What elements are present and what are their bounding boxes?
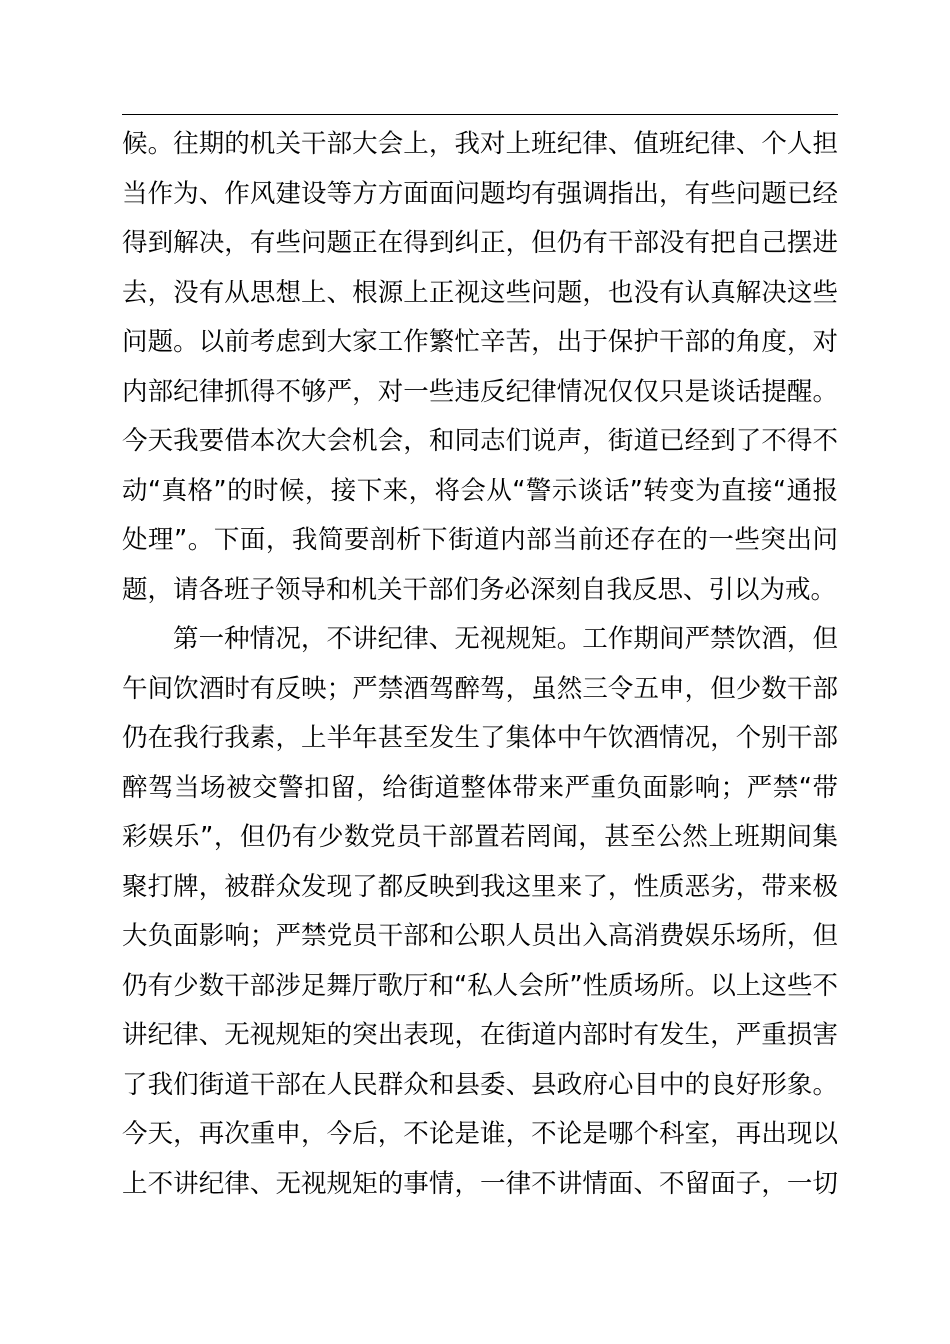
- text-line: 仍在我行我素，上半年甚至发生了集体中午饮酒情况，个别干部: [122, 723, 838, 753]
- header-rule: [122, 114, 838, 115]
- text-line: 内部纪律抓得不够严，对一些违反纪律情况仅仅只是谈话提醒。: [122, 376, 838, 407]
- text-line: 题，请各班子领导和机关干部们务必深刻自我反思、引以为戒。: [122, 574, 837, 605]
- text-line: 上不讲纪律、无视规矩的事情，一律不讲情面、不留面子，一切: [122, 1168, 838, 1199]
- text-line: 得到解决，有些问题正在得到纠正，但仍有干部没有把自己摆进: [122, 228, 838, 258]
- text-line: 动“真格”的时候，接下来，将会从“警示谈话”转变为直接“通报: [122, 475, 838, 506]
- text-line: 仍有少数干部涉足舞厅歌厅和“私人会所”性质场所。以上这些不: [122, 970, 838, 1001]
- text-line: 当作为、作风建设等方方面面问题均有强调指出，有些问题已经: [122, 178, 838, 209]
- text-line: 今天我要借本次大会机会，和同志们说声，街道已经到了不得不: [122, 426, 838, 456]
- text-line: 了我们街道干部在人民群众和县委、县政府心目中的良好形象。: [122, 1069, 838, 1100]
- paragraph-first-line: 第一种情况，不讲纪律、无视规矩。工作期间严禁饮酒，但: [173, 624, 838, 654]
- text-line: 候。往期的机关干部大会上，我对上班纪律、值班纪律、个人担: [122, 129, 838, 159]
- text-line: 今天，再次重申，今后，不论是谁，不论是哪个科室，再出现以: [122, 1119, 838, 1149]
- text-line: 问题。以前考虑到大家工作繁忙辛苦，出于保护干部的角度，对: [122, 327, 838, 357]
- body-text: [122, 120, 838, 1209]
- text-line: 大负面影响；严禁党员干部和公职人员出入高消费娱乐场所，但: [122, 921, 838, 951]
- text-line: 去，没有从思想上、根源上正视这些问题，也没有认真解决这些: [122, 277, 838, 308]
- text-line: 处理”。下面，我简要剖析下街道内部当前还存在的一些突出问: [122, 525, 838, 555]
- text-line: 醉驾当场被交警扣留，给街道整体带来严重负面影响；严禁“带: [122, 772, 838, 803]
- text-line: 聚打牌，被群众发现了都反映到我这里来了，性质恶劣，带来极: [122, 871, 838, 902]
- text-line: 午间饮酒时有反映；严禁酒驾醉驾，虽然三令五申，但少数干部: [122, 673, 838, 704]
- text-line: 彩娱乐”，但仍有少数党员干部置若罔闻，甚至公然上班期间集: [122, 822, 838, 852]
- text-line: 讲纪律、无视规矩的突出表现，在街道内部时有发生，严重损害: [122, 1020, 838, 1050]
